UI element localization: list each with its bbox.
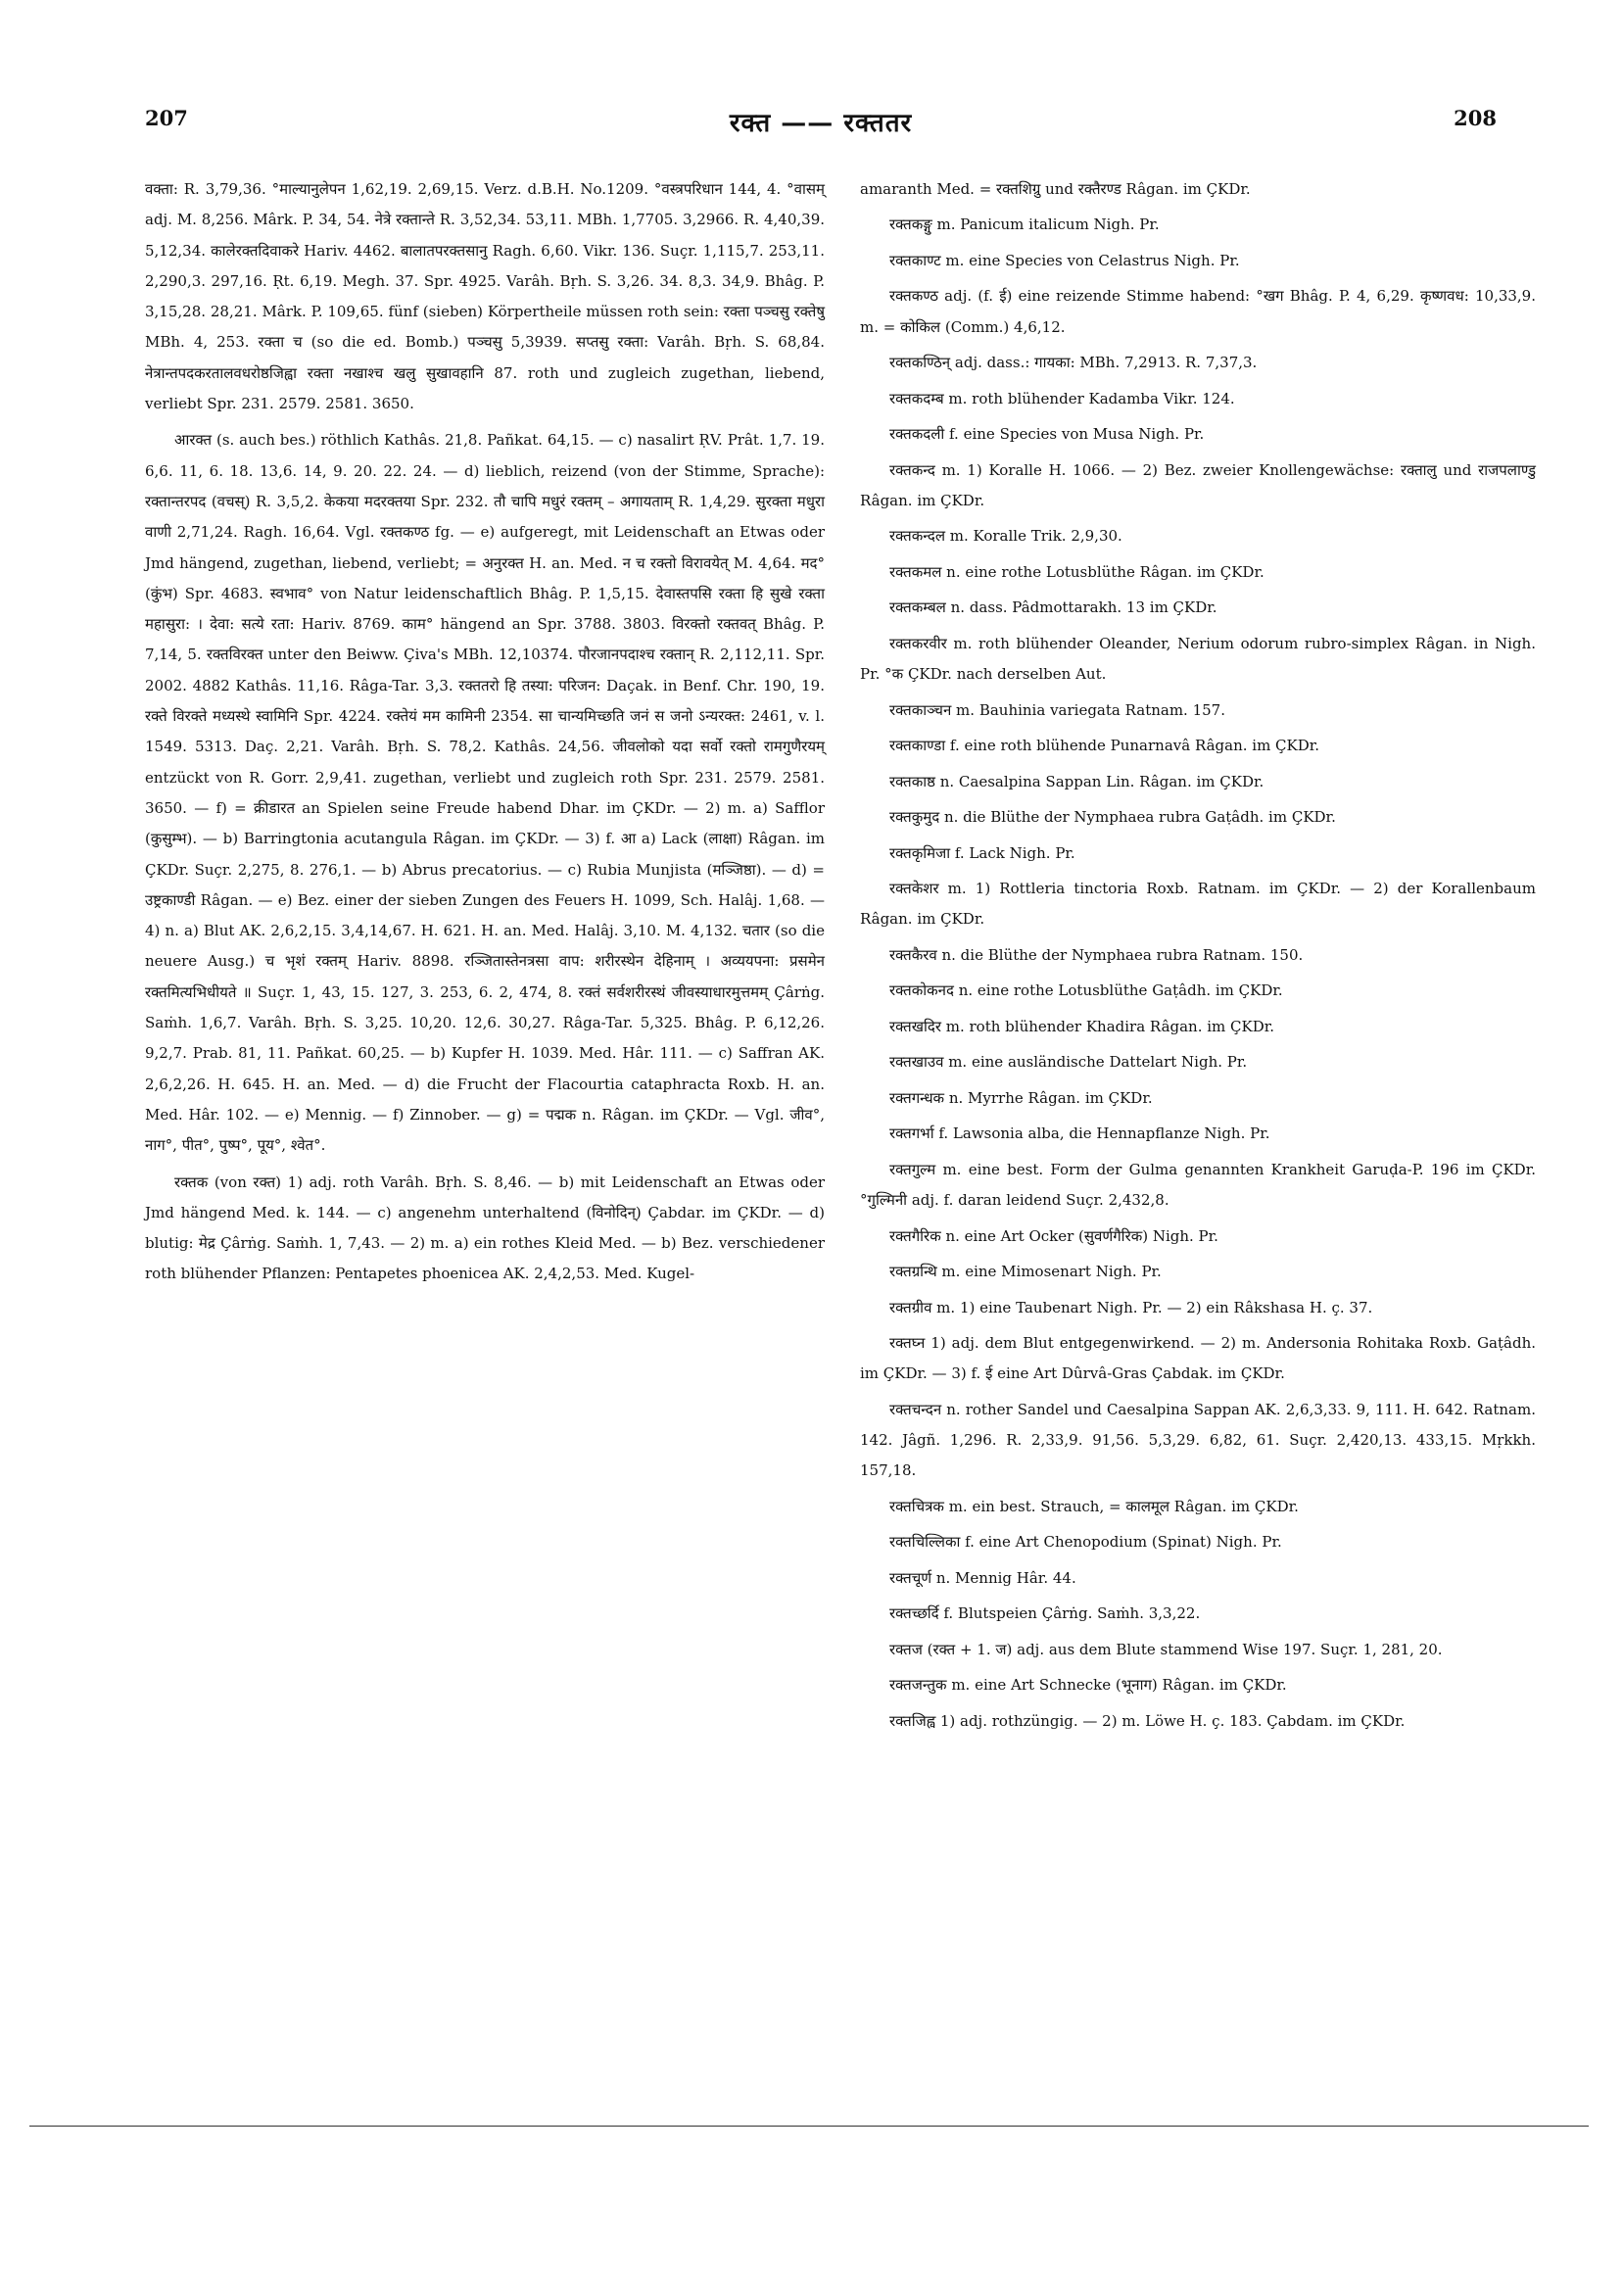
dictionary-entry: रक्तग्रीव m. 1) eine Taubenart Nigh. Pr. — 2) ein Râkshasa H. ç. 37. bbox=[889, 1298, 1373, 1316]
dictionary-entry: रक्तगर्भा f. Lawsonia alba, die Hennapflanze Nigh. Pr. bbox=[889, 1124, 1270, 1143]
dictionary-entry: रक्तजन्तुक m. eine Art Schnecke (भूनाग) Râgan. im ÇKDr. bbox=[889, 1676, 1287, 1695]
running-head: रक्त —— रक्ततर bbox=[729, 109, 913, 138]
dictionary-entry: रक्तकृमिजा f. Lack Nigh. Pr. bbox=[889, 843, 1075, 862]
dictionary-entry: रक्तकोकनद n. eine rothe Lotusblüthe Gaṭâdh. im ÇKDr. bbox=[889, 981, 1283, 1000]
dictionary-entry: रक्तकदम्ब m. roth blühender Kadamba Vikr. 124. bbox=[889, 389, 1235, 407]
dictionary-entry: रक्तकाञ्चन m. Bauhinia variegata Ratnam. 157. bbox=[889, 700, 1225, 719]
entry-raktaka: रक्तक (von रक्त) 1) adj. roth Varâh. Bṛh. S. 8,46. — b) mit Leidenschaft an Etwas oder Jmd hängend Med. k. 144. — c) angenehm unterhaltend (विनोदिन्) Çabdar. im ÇKDr. — d) blutig: मेद्र Çârṅg. Saṁh. 1, 7,43. — 2) m. a) ein rothes Kleid Med. — b) Bez. verschiedener roth blühender Pflanzen: Pentapetes phoenicea AK. 2,4,2,53. Med. Kugel- bbox=[145, 1172, 825, 1283]
dictionary-entry: रक्तकुमुद n. die Blüthe der Nymphaea rubra Gaṭâdh. im ÇKDr. bbox=[889, 808, 1336, 827]
dictionary-entry: रक्तकन्दल m. Koralle Trik. 2,9,30. bbox=[889, 527, 1122, 546]
dictionary-entry: रक्तकैरव n. die Blüthe der Nymphaea rubra Ratnam. 150. bbox=[889, 945, 1304, 964]
dictionary-entry: रक्तखाउव m. eine ausländische Dattelart Nigh. Pr. bbox=[889, 1053, 1248, 1072]
page-number-left: 207 bbox=[145, 106, 188, 130]
entry-paragraph: आरक्त (s. auch bes.) röthlich Kathâs. 21,8. Pañkat. 64,15. — c) nasalirt ṚV. Prât. 1,7. 19. 6,6. 11, 6. 18. 13,6. 14, 9. 20. 22. 24. — d) lieblich, reizend (von der Stimme, Sprache): रक्तान्तरपद (वचस्) R. 3,5,2. केकया मदरक्तया Spr. 232. तौ चापि मधुरं रक्तम् – अगायताम् R. 1,4,29. सुरक्ता मधुरा वाणी 2,71,24. Ragh. 16,64. Vgl. रक्तकण्ठ fg. — e) aufgeregt, mit Leidenschaft an Etwas oder Jmd hängend, zugethan, liebend, verliebt; = अनुरक्त H. an. Med. न च रक्तो विरावयेत् M. 4,64. मद° (कुंभ) Spr. 4683. स्वभाव° von Natur leidenschaftlich Bhâg. P. 1,5,15. देवास्तपसि रक्ता हि सुखे रक्ता महासुरा: । देवा: सत्ये रता: Hariv. 8769. काम° hängend an Spr. 3788. 3803. विरक्तो रक्तवत् Bhâg. P. 7,14, 5. रक्तविरक्त unter den Beiww. Çiva's MBh. 12,10374. पौरजानपदाश्च रक्तान् R. 2,112,11. Spr. 2002. 4882 Kathâs. 11,16. Râga-Tar. 3,3. रक्ततरो हि तस्या: परिजन: Daçak. in Benf. Chr. 190, 19. रक्ते विरक्ते मध्यस्थे स्वामिनि Spr. 4224. रक्तेयं मम कामिनी 2354. सा चान्यमिच्छति जनं स जनो ऽन्यरक्त: 2461, v. l. 1549. 5313. Daç. 2,21. Varâh. Bṛh. S. 78,2. Kathâs. 24,56. जीवलोको यदा सर्वो रक्तो रामगुणैरयम् entzückt von R. Gorr. 2,9,41. zugethan, verliebt und zugleich roth Spr. 231. 2579. 2581. 3650. — f) = क्रीडारत an Spielen seine Freude habend Dhar. im ÇKDr. — 2) m. a) Safflor (कुसुम्भ). — b) Barringtonia acutangula Râgan. im ÇKDr. — 3) f. आ a) Lack (लाक्षा) Râgan. im ÇKDr. Suçr. 2,275, 8. 276,1. — b) Abrus precatorius. — c) Rubia Munjista (मञ्जिष्ठा). — d) = उष्ट्रकाण्डी Râgan. — e) Bez. einer der sieben Zungen des Feuers H. 1099, Sch. Halâj. 1,68. — 4) n. a) Blut AK. 2,6,2,15. 3,4,14,67. H. 621. H. an. Med. Halâj. 3,10. M. 4,132. चतार (so die neuere Ausg.) च भृशं रक्तम् Hariv. 8898. रञ्जितास्तेनत्रसा वाप: शरीरस्थेन देहिनाम् । अव्ययपना: प्रसमेन रक्तमित्यभिधीयते ॥ Suçr. 1, 43, 15. 127, 3. 253, 6. 2, 474, 8. रक्तं सर्वशरीरस्थं जीवस्याधारमुत्तमम् Çârṅg. Saṁh. 1,6,7. Varâh. Bṛh. S. 3,25. 10,20. 12,6. 30,27. Râga-Tar. 5,325. Bhâg. P. 6,12,26. 9,2,7. Prab. 81, 11. Pañkat. 60,25. — b) Kupfer H. 1039. Med. Hâr. 111. — c) Saffran AK. 2,6,2,26. H. 645. H. an. Med. — d) die Frucht der Flacourtia cataphracta Roxb. H. an. Med. Hâr. 102. — e) Mennig. — f) Zinnober. — g) = पद्मक n. Râgan. im ÇKDr. — Vgl. जीव°, नाग°, पीत°, पुष्प°, पूय°, श्वेत°. bbox=[145, 431, 825, 1155]
dictionary-entry: रक्तचूर्ण n. Mennig Hâr. 44. bbox=[889, 1568, 1076, 1587]
dictionary-entry: रक्तघ्न 1) adj. dem Blut entgegenwirkend. — 2) m. Andersonia Rohitaka Roxb. Gaṭâdh. im ÇKDr. — 3) f. ई eine Art Dûrvâ-Gras Çabdak. im ÇKDr. bbox=[860, 1334, 1536, 1383]
entry-continuation: वक्ता: R. 3,79,36. °माल्यानुलेपन 1,62,19. 2,69,15. Verz. d.B.H. No.1209. °वस्त्रपरिधान 144, 4. °वासम् adj. M. 8,256. Mârk. P. 34, 54. नेत्रे रक्तान्ते R. 3,52,34. 53,11. MBh. 1,7705. 3,2966. R. 4,40,39. 5,12,34. कालेरक्तदिवाकरे Hariv. 4462. बालातपरक्तसानु Ragh. 6,60. Vikr. 136. Suçr. 1,115,7. 253,11. 2,290,3. 297,16. Ṛt. 6,19. Megh. 37. Spr. 4925. Varâh. Bṛh. S. 3,26. 34. 8,3. 34,9. Bhâg. P. 3,15,28. 28,21. Mârk. P. 109,65. fünf (sieben) Körpertheile müssen roth sein: रक्ता पञ्चसु रक्तेषु MBh. 4, 253. रक्ता च (so die ed. Bomb.) पञ्चसु 5,3939. सप्तसु रक्ता: Varâh. Bṛh. S. 68,84. नेत्रान्तपदकरतालवधरोष्ठजिह्वा रक्ता नखाश्च खलु सुखावहानि 87. roth und zugleich zugethan, liebend, verliebt Spr. 231. 2579. 2581. 3650. bbox=[145, 180, 825, 413]
dictionary-entry: रक्तकाण्ट m. eine Species von Celastrus Nigh. Pr. bbox=[889, 251, 1240, 269]
dictionary-entry: रक्तकम्बल n. dass. Pâdmottarakh. 13 im ÇKDr. bbox=[889, 598, 1217, 617]
dictionary-entry: रक्तगैरिक n. eine Art Ocker (सुवर्णगैरिक) Nigh. Pr. bbox=[889, 1226, 1218, 1245]
dictionary-entry: रक्तचित्रक m. ein best. Strauch, = कालमूल Râgan. im ÇKDr. bbox=[889, 1497, 1299, 1515]
dictionary-entry: रक्तग्रन्थि m. eine Mimosenart Nigh. Pr. bbox=[889, 1263, 1162, 1281]
dictionary-entry: रक्तकण्ठ adj. (f. ई) eine reizende Stimme habend: °खग Bhâg. P. 4, 6,29. कृष्णवध: 10,33,9. m. = कोकिल (Comm.) 4,6,12. bbox=[860, 287, 1536, 336]
dictionary-entry: रक्तच्छर्दि f. Blutspeien Çârṅg. Saṁh. 3,3,22. bbox=[889, 1604, 1201, 1623]
dictionary-entry: रक्तकाण्डा f. eine roth blühende Punarnavâ Râgan. im ÇKDr. bbox=[889, 737, 1320, 755]
dictionary-entry: रक्तचिल्लिका f. eine Art Chenopodium (Spinat) Nigh. Pr. bbox=[889, 1533, 1282, 1552]
dictionary-entry: रक्तज (रक्त + 1. ज) adj. aus dem Blute stammend Wise 197. Suçr. 1, 281, 20. bbox=[889, 1640, 1443, 1658]
right-column bbox=[860, 174, 1536, 1742]
dictionary-entry: रक्तगन्धक n. Myrrhe Râgan. im ÇKDr. bbox=[889, 1088, 1153, 1107]
dictionary-entry: रक्तकङ्गु m. Panicum italicum Nigh. Pr. bbox=[889, 215, 1160, 234]
dictionary-entry: रक्तकण्ठिन् adj. dass.: गायका: MBh. 7,2913. R. 7,37,3. bbox=[889, 354, 1258, 372]
dictionary-entry: रक्तकाष्ठ n. Caesalpina Sappan Lin. Râgan. im ÇKDr. bbox=[889, 772, 1264, 790]
dictionary-entry: रक्तजिह्व 1) adj. rothzüngig. — 2) m. Löwe H. ç. 183. Çabdam. im ÇKDr. bbox=[889, 1711, 1406, 1730]
entry-continuation: amaranth Med. = रक्तशिग्रु und रक्तैरण्ड Râgan. im ÇKDr. bbox=[860, 180, 1251, 198]
left-column bbox=[145, 174, 825, 1296]
dictionary-entry: रक्तकरवीर m. roth blühender Oleander, Nerium odorum rubro-simplex Râgan. in Nigh. Pr. °क ÇKDr. nach derselben Aut. bbox=[860, 634, 1536, 684]
dictionary-entry: रक्तचन्दन n. rother Sandel und Caesalpina Sappan AK. 2,6,3,33. 9, 111. H. 642. Ratnam. 142. Jâgñ. 1,296. R. 2,33,9. 91,56. 5,3,29. 6,82, 61. Suçr. 2,420,13. 433,15. Mṛkkh. 157,18. bbox=[860, 1400, 1536, 1480]
dictionary-entry: रक्तकन्द m. 1) Koralle H. 1066. — 2) Bez. zweier Knollengewächse: रक्तालु und राजपलाण्डु Râgan. im ÇKDr. bbox=[860, 460, 1536, 509]
dictionary-entry: रक्तगुल्म m. eine best. Form der Gulma genannten Krankheit Garuḍa-P. 196 im ÇKDr. °गुल्मिनी adj. f. daran leidend Suçr. 2,432,8. bbox=[860, 1160, 1536, 1210]
dictionary-entry: रक्तकदली f. eine Species von Musa Nigh. Pr. bbox=[889, 425, 1205, 444]
dictionary-entry: रक्तकेशर m. 1) Rottleria tinctoria Roxb. Ratnam. im ÇKDr. — 2) der Korallenbaum Râgan. im ÇKDr. bbox=[860, 880, 1536, 929]
page-number-right: 208 bbox=[1454, 106, 1497, 130]
dictionary-entry: रक्तखदिर m. roth blühender Khadira Râgan. im ÇKDr. bbox=[889, 1017, 1275, 1035]
page-header bbox=[145, 106, 1497, 155]
bottom-rule bbox=[29, 2126, 1589, 2127]
dictionary-entry: रक्तकमल n. eine rothe Lotusblüthe Râgan. im ÇKDr. bbox=[889, 562, 1264, 581]
